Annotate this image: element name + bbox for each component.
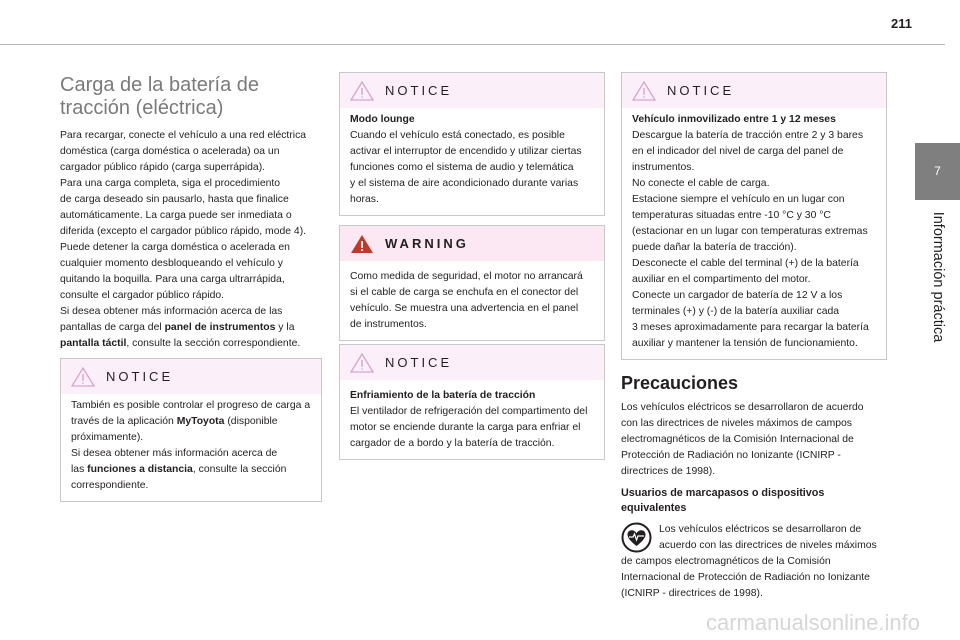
section-title	[60, 74, 324, 120]
header-rule	[0, 44, 945, 45]
notice-line: funciones como el sistema de audio y telemática	[350, 162, 574, 173]
notice-line: El ventilador de refrigeración del compartimento del	[350, 406, 588, 417]
pacemaker-line: acuerdo con las directrices de niveles máximos	[659, 540, 877, 551]
notice-line: Descargue la batería de tracción entre 2 y 3 bares	[632, 130, 864, 141]
notice-box-immobilized	[621, 72, 887, 360]
intro-line: cargador público rápido (carga superrápida).	[60, 162, 266, 173]
bold-run: MyToyota	[176, 416, 225, 427]
text-run: pantallas de carga del	[60, 322, 165, 333]
warning-body	[340, 261, 604, 340]
intro-line: consulte el cargador público rápido.	[60, 290, 225, 301]
watermark: carmanualsonline.info	[705, 610, 920, 635]
bold-run: funciones a distancia	[87, 464, 193, 475]
notice-line: cargador de a bordo y la batería de tracción.	[350, 438, 555, 449]
chapter-title	[918, 212, 958, 342]
text-run: (disponible	[224, 416, 278, 427]
text-run: través de la aplicación	[71, 416, 177, 427]
notice-warning-triangle-icon	[632, 81, 656, 101]
notice-line: en el indicador del nivel de carga del panel de	[632, 146, 844, 157]
notice-line	[71, 462, 311, 478]
precautions-line: Los vehículos eléctricos se desarrollaron de acuerdo	[621, 402, 864, 413]
text-run: , consulte la sección	[192, 464, 287, 475]
notice-line: activar el interruptor de encendido y utilizar ciertas	[350, 146, 582, 157]
pacemaker-line: Internacional de Protección de Radiación no Ionizante	[621, 572, 870, 583]
notice-warning-triangle-icon	[71, 367, 95, 387]
notice-line: temperaturas situadas entre -10 °C y 30 °C	[632, 210, 831, 221]
notice-line: motor se enciende durante la carga para enfriar el	[350, 422, 581, 433]
notice-line: instrumentos.	[632, 162, 695, 173]
precautions-line: con las directrices de niveles máximos de campos	[621, 418, 852, 429]
page-number: 211	[891, 16, 912, 31]
section-title-line1: Carga de la batería de	[60, 74, 260, 96]
notice-line: Desconecte el cable del terminal (+) de la batería	[632, 258, 859, 269]
intro-line	[60, 320, 324, 336]
notice-label: NOTICE	[385, 355, 453, 370]
chapter-title-text: Información práctica	[930, 211, 946, 343]
warning-label: WARNING	[385, 236, 469, 251]
notice-warning-triangle-icon	[350, 353, 374, 373]
warning-box	[339, 225, 605, 341]
precautions-line: Protección de Radiación no Ionizante (ICNIRP -	[621, 450, 841, 461]
warning-triangle-icon	[350, 234, 374, 254]
notice-heading: Enfriamiento de la batería de tracción	[350, 390, 536, 401]
precautions-paragraph	[621, 400, 887, 480]
pacemaker-line: de campos electromagnéticos de la Comisión	[621, 556, 831, 567]
pacemaker-line: Los vehículos eléctricos se desarrollaron de	[659, 524, 862, 535]
notice-line: También es posible controlar el progreso de carga a	[71, 400, 311, 411]
text-run: , consulte la sección correspondiente.	[126, 338, 301, 349]
warning-line: si el cable de carga se enchufa en el conector del	[350, 287, 579, 298]
intro-line: doméstica (carga doméstica o acelerada) oa un	[60, 146, 280, 157]
pacemaker-line: (ICNIRP - directrices de 1998).	[621, 588, 763, 599]
notice-label: NOTICE	[667, 83, 735, 98]
warning-line: de instrumentos.	[350, 319, 427, 330]
pacemaker-subheading	[621, 486, 887, 516]
text-run: las	[71, 464, 88, 475]
pacemaker-icon	[621, 522, 652, 553]
notice-line: correspondiente.	[71, 480, 149, 491]
notice-box-cooling	[339, 344, 605, 460]
section-title-line2: tracción (eléctrica)	[60, 97, 224, 119]
notice-line: puede dañar la batería de tracción).	[632, 242, 797, 253]
intro-line: Para una carga completa, siga el procedimiento	[60, 178, 281, 189]
pacemaker-continuation	[621, 554, 887, 602]
bold-run: panel de instrumentos	[164, 322, 276, 333]
precautions-line: directrices de 1998).	[621, 466, 716, 477]
notice-line: horas.	[350, 194, 379, 205]
intro-line: Para recargar, conecte el vehículo a una red eléctrica	[60, 130, 307, 141]
notice-label: NOTICE	[385, 83, 453, 98]
warning-line: vehículo. Se muestra una advertencia en el panel	[350, 303, 579, 314]
column-1	[60, 74, 324, 352]
notice-header	[61, 359, 321, 394]
warning-header	[340, 226, 604, 261]
notice-header	[340, 345, 604, 380]
notice-line: Si desea obtener más información acerca de	[71, 448, 278, 459]
notice-body	[340, 108, 604, 215]
notice-line: auxiliar y mantener la tensión de funcionamiento.	[632, 338, 858, 349]
subheading-line2: equivalentes	[621, 502, 687, 514]
notice-line: próximamente).	[71, 432, 144, 443]
warning-line: Como medida de seguridad, el motor no arrancará	[350, 271, 583, 282]
intro-line: diferida (excepto el cargador público rápido, mode 4).	[60, 226, 307, 237]
notice-box-lounge	[339, 72, 605, 216]
notice-line: auxiliar en el compartimento del motor.	[632, 274, 811, 285]
intro-line: Si desea obtener más información acerca de las	[60, 306, 283, 317]
notice-line: No conecte el cable de carga.	[632, 178, 770, 189]
intro-line: de carga deseado sin pausarlo, hasta que finalice	[60, 194, 289, 205]
notice-heading: Vehículo inmovilizado entre 1 y 12 meses	[632, 114, 836, 125]
notice-line: y el sistema de aire acondicionado durante varias	[350, 178, 579, 189]
notice-header	[622, 73, 886, 108]
notice-header	[340, 73, 604, 108]
notice-line: (estacionar en un lugar con temperaturas extremas	[632, 226, 868, 237]
notice-heading: Modo lounge	[350, 114, 415, 125]
notice-line: Cuando el vehículo está conectado, es posible	[350, 130, 565, 141]
chapter-tab: 7	[915, 143, 960, 200]
precautions-section	[621, 371, 887, 602]
pacemaker-icon-text	[659, 522, 877, 554]
precautions-title: Precauciones	[621, 373, 739, 393]
notice-line	[71, 414, 311, 430]
intro-line: automáticamente. La carga puede ser inmediata o	[60, 210, 292, 221]
intro-line: Puede detener la carga doméstica o acelerada en	[60, 242, 290, 253]
precautions-line: electromagnéticos de la Comisión Internacional de	[621, 434, 854, 445]
notice-line: 3 meses aproximadamente para recargar la batería	[632, 322, 869, 333]
notice-line: Conecte un cargador de batería de 12 V a los	[632, 290, 843, 301]
intro-paragraph	[60, 128, 324, 352]
notice-box-remote	[60, 358, 322, 502]
intro-line	[60, 336, 324, 352]
notice-body	[340, 380, 604, 459]
text-run: y la	[275, 322, 295, 333]
intro-line: cualquier momento desbloqueando el vehículo y	[60, 258, 283, 269]
notice-line: Estacione siempre el vehículo en un lugar con	[632, 194, 845, 205]
intro-line: quitando la boquilla. Para una carga ultrarrápida,	[60, 274, 285, 285]
notice-body	[622, 108, 886, 359]
notice-body	[61, 394, 321, 501]
notice-line: terminales (+) y (-) de la batería auxiliar cada	[632, 306, 840, 317]
subheading-line1: Usuarios de marcapasos o dispositivos	[621, 487, 825, 499]
notice-label: NOTICE	[106, 369, 174, 384]
bold-run: pantalla táctil	[60, 338, 127, 349]
notice-warning-triangle-icon	[350, 81, 374, 101]
pacemaker-note	[621, 522, 887, 554]
